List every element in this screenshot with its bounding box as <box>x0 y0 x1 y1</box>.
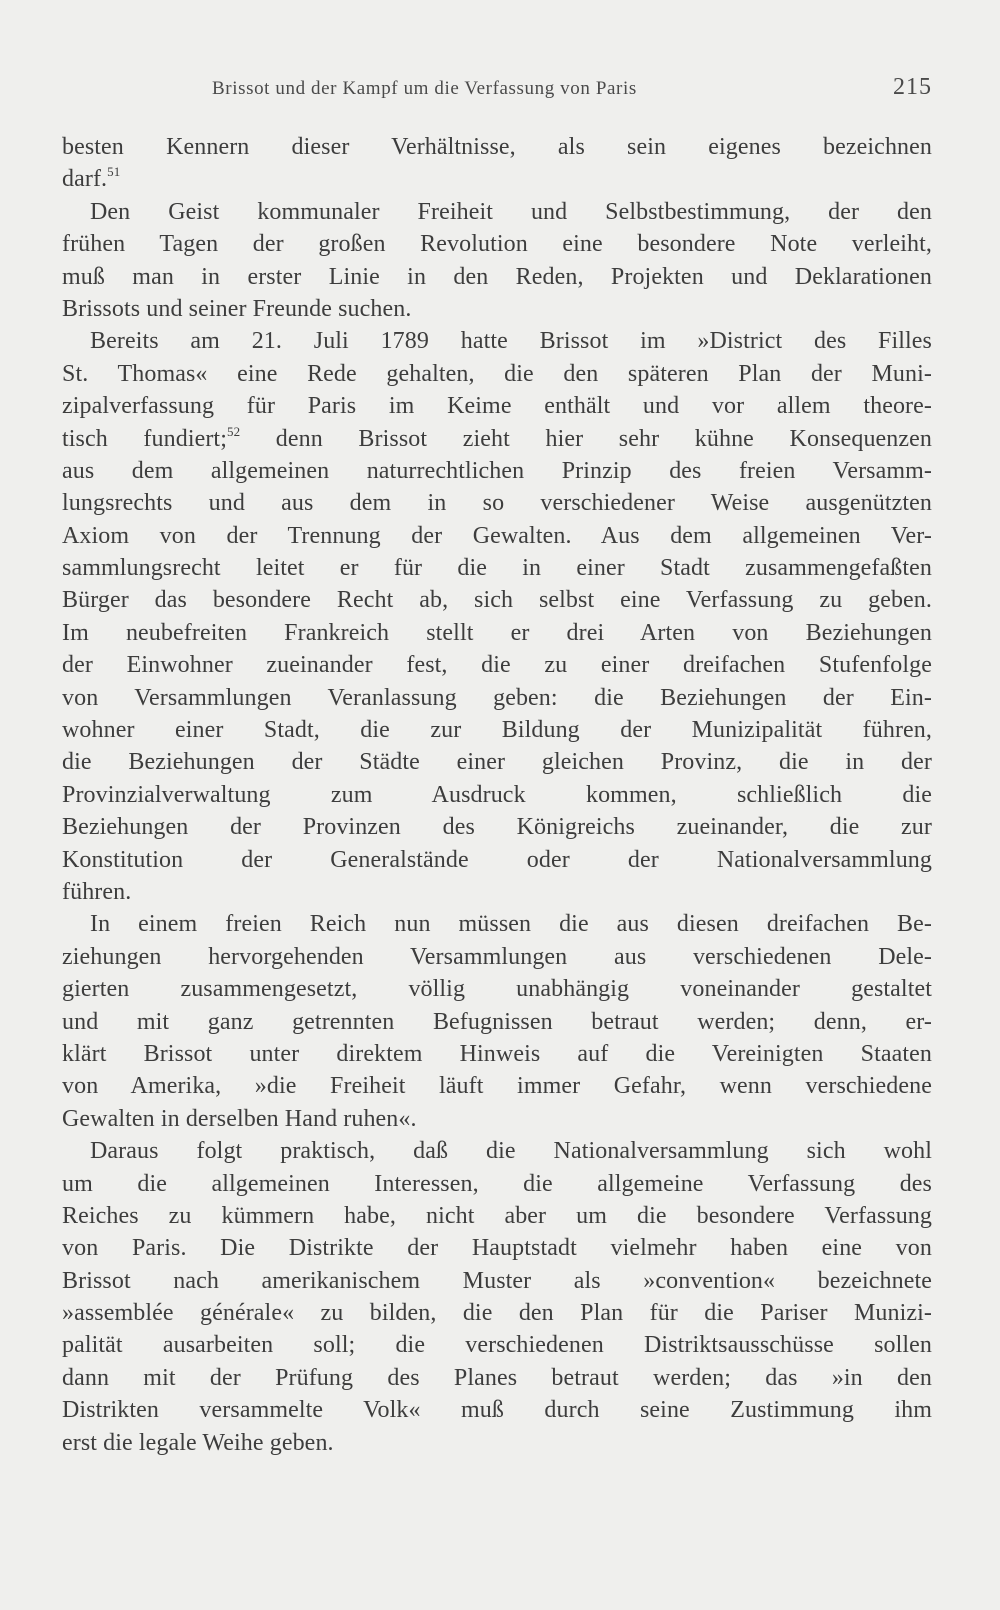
text-line: von Versammlungen Veranlassung geben: die Beziehungen der Ein- <box>62 684 932 711</box>
text-segment: darf. <box>62 166 108 193</box>
text-line: Im neubefreiten Frankreich stellt er drei Arten von Beziehungen <box>62 619 932 646</box>
text-line: ziehungen hervorgehenden Versammlungen aus verschiedenen Dele- <box>62 943 932 970</box>
text-line: Konstitution der Generalstände oder der Nationalversammlung <box>62 846 932 873</box>
text-line: Reiches zu kümmern habe, nicht aber um die besondere Verfassung <box>62 1202 932 1229</box>
text-line: der Einwohner zueinander fest, die zu einer dreifachen Stufenfolge <box>62 652 932 679</box>
text-line: aus dem allgemeinen naturrechtlichen Prinzip des freien Versamm- <box>62 457 932 484</box>
text-line: und mit ganz getrennten Befugnissen betraut werden; denn, er- <box>62 1008 932 1035</box>
text-line: lungsrechts und aus dem in so verschiedener Weise ausgenützten <box>62 490 932 517</box>
text-line: Bereits am 21. Juli 1789 hatte Brissot im »District des Filles <box>90 328 932 355</box>
body-text <box>62 131 932 1459</box>
running-title: Brissot und der Kampf um die Verfassung von Paris <box>212 78 637 99</box>
text-line: die Beziehungen der Städte einer gleichen Provinz, die in der <box>62 749 932 776</box>
text-line: palität ausarbeiten soll; die verschiedenen Distriktsausschüsse sollen <box>62 1332 932 1359</box>
footnote-ref: 51 <box>107 164 121 180</box>
text-line: Axiom von der Trennung der Gewalten. Aus dem allgemeinen Ver- <box>62 522 932 549</box>
text-line <box>62 163 932 195</box>
text-line: wohner einer Stadt, die zur Bildung der Munizipalität führen, <box>62 717 932 744</box>
text-line: Beziehungen der Provinzen des Königreichs zueinander, die zur <box>62 814 932 841</box>
text-line: erst die legale Weihe geben. <box>62 1429 334 1456</box>
text-line: Provinzialverwaltung zum Ausdruck kommen, schließlich die <box>62 781 932 808</box>
running-header <box>62 74 932 108</box>
text-line: Daraus folgt praktisch, daß die Nationalversammlung sich wohl <box>90 1138 932 1165</box>
text-line: Brissots und seiner Freunde suchen. <box>62 295 412 322</box>
text-line: zipalverfassung für Paris im Keime enthält und vor allem theore- <box>62 393 932 420</box>
text-line: Bürger das besondere Recht ab, sich selbst eine Verfassung zu geben. <box>62 587 932 614</box>
text-line: besten Kennern dieser Verhältnisse, als sein eigenes bezeichnen <box>62 134 932 160</box>
text-line: sammlungsrecht leitet er für die in einer Stadt zusammengefaßten <box>62 555 932 582</box>
text-line: um die allgemeinen Interessen, die allgemeine Verfassung des <box>62 1170 932 1197</box>
text-line: Den Geist kommunaler Freiheit und Selbstbestimmung, der den <box>90 198 932 225</box>
text-line: klärt Brissot unter direktem Hinweis auf die Vereinigten Staaten <box>62 1040 932 1067</box>
text-line: Brissot nach amerikanischem Muster als »convention« bezeichnete <box>62 1267 932 1294</box>
text-line: »assemblée générale« zu bilden, die den Plan für die Pariser Munizi- <box>62 1300 932 1327</box>
page-number: 215 <box>893 74 932 100</box>
text-line: muß man in erster Linie in den Reden, Projekten und Deklarationen <box>62 263 932 290</box>
text-line: frühen Tagen der großen Revolution eine besondere Note verleiht, <box>62 231 932 258</box>
text-line <box>62 423 932 455</box>
text-line: von Paris. Die Distrikte der Hauptstadt vielmehr haben eine von <box>62 1235 932 1262</box>
text-line: Distrikten versammelte Volk« muß durch seine Zustimmung ihm <box>62 1397 932 1424</box>
footnote-ref: 52 <box>226 423 241 439</box>
text-line: von Amerika, »die Freiheit läuft immer Gefahr, wenn verschiedene <box>62 1073 932 1100</box>
text-line: gierten zusammengesetzt, völlig unabhängig voneinander gestaltet <box>62 976 932 1003</box>
text-line: führen. <box>62 878 132 905</box>
text-segment: denn Brissot zieht hier sehr kühne Konsequenzen <box>240 425 932 452</box>
text-line: Gewalten in derselben Hand ruhen«. <box>62 1105 417 1132</box>
text-line: In einem freien Reich nun müssen die aus diesen dreifachen Be- <box>90 911 932 938</box>
text-line: dann mit der Prüfung des Planes betraut werden; das »in den <box>62 1364 932 1391</box>
text-line: St. Thomas« eine Rede gehalten, die den späteren Plan der Muni- <box>62 360 932 387</box>
text-segment: tisch fundiert; <box>62 425 227 452</box>
